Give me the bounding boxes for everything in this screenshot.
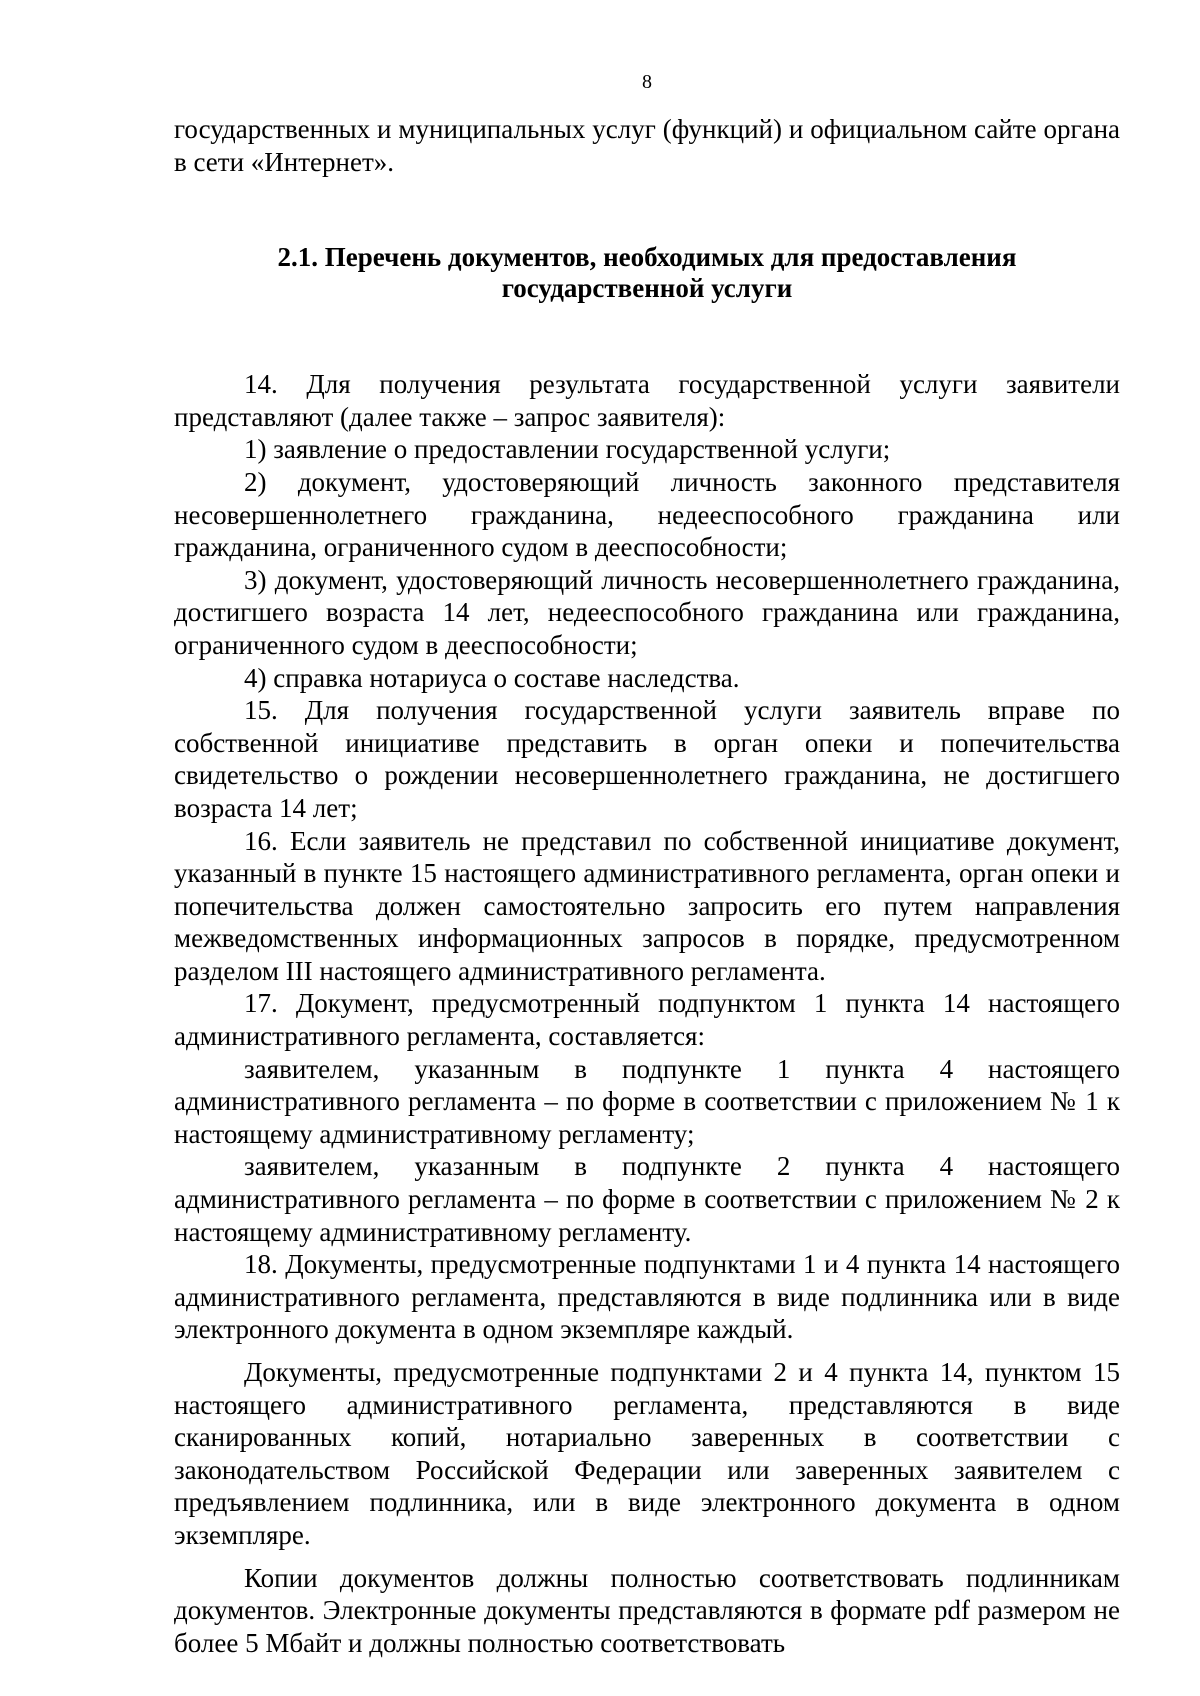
- list-item-1: 1) заявление о предоставлении государственной услуги;: [244, 434, 891, 465]
- paragraph-16: 16. Если заявитель не представил по собственной инициативе документ, указанный в пункте 15 настоящего административного регламента, орган опеки и попечительства должен самостоятельно запросить его путем направления межведомственных информационных запросов в порядке, предусмотренном разделом III настоящего административного регламента.: [174, 825, 1120, 986]
- document-body: [174, 113, 1120, 1659]
- section-heading-line-2: государственной услуги: [501, 273, 793, 304]
- applicant-clause-2: заявителем, указанным в подпункте 2 пункта 4 настоящего административного регламента – по форме в соответствии с приложением № 2 к настоящему административному регламенту.: [174, 1151, 1120, 1247]
- paragraph-15: 15. Для получения государственной услуги заявитель вправе по собственной инициативе представить в орган опеки и попечительства свидетельство о рождении несовершеннолетнего гражданина, не достигшего возраста 14 лет;: [174, 695, 1120, 823]
- page-number: 8: [642, 71, 652, 93]
- paragraph-17: 17. Документ, предусмотренный подпунктом 1 пункта 14 настоящего административного регламента, составляется:: [174, 988, 1120, 1052]
- list-item-2: 2) документ, удостоверяющий личность законного представителя несовершеннолетнего гражданина, недееспособного гражданина или гражданина, ограниченного судом в дееспособности;: [174, 466, 1120, 563]
- paragraph-copies-format: Копии документов должны полностью соответствовать подлинникам документов. Электронные документы представляются в формате pdf размером не более 5 Мбайт и должны полностью соответствовать: [174, 1562, 1120, 1658]
- paragraph-copies-scanned: Документы, предусмотренные подпунктами 2 и 4 пункта 14, пунктом 15 настоящего административного регламента, представляются в виде сканированных копий, нотариально заверенных в соответствии с законодательством Российской Федерации или заверенных заявителем с предъявлением подлинника, или в виде электронного документа в одном экземпляре.: [174, 1357, 1120, 1550]
- list-item-4: 4) справка нотариуса о составе наследства.: [244, 662, 740, 693]
- intro-paragraph: государственных и муниципальных услуг (функций) и официальном сайте органа в сети «Интернет».: [174, 114, 1120, 177]
- paragraph-14: 14. Для получения результата государственной услуги заявители представляют (далее также – запрос заявителя):: [174, 369, 1120, 432]
- section-heading: [174, 242, 1120, 304]
- section-heading-line-1: 2.1. Перечень документов, необходимых для предоставления: [277, 242, 1017, 273]
- list-item-3: 3) документ, удостоверяющий личность несовершеннолетнего гражданина, достигшего возраста 14 лет, недееспособного гражданина или гражданина, ограниченного судом в дееспособности;: [174, 564, 1120, 660]
- paragraph-18: 18. Документы, предусмотренные подпунктами 1 и 4 пункта 14 настоящего административного регламента, представляются в виде подлинника или в виде электронного документа в одном экземпляре каждый.: [174, 1249, 1120, 1345]
- applicant-clause-1: заявителем, указанным в подпункте 1 пункта 4 настоящего административного регламента – по форме в соответствии с приложением № 1 к настоящему административному регламенту;: [174, 1053, 1120, 1149]
